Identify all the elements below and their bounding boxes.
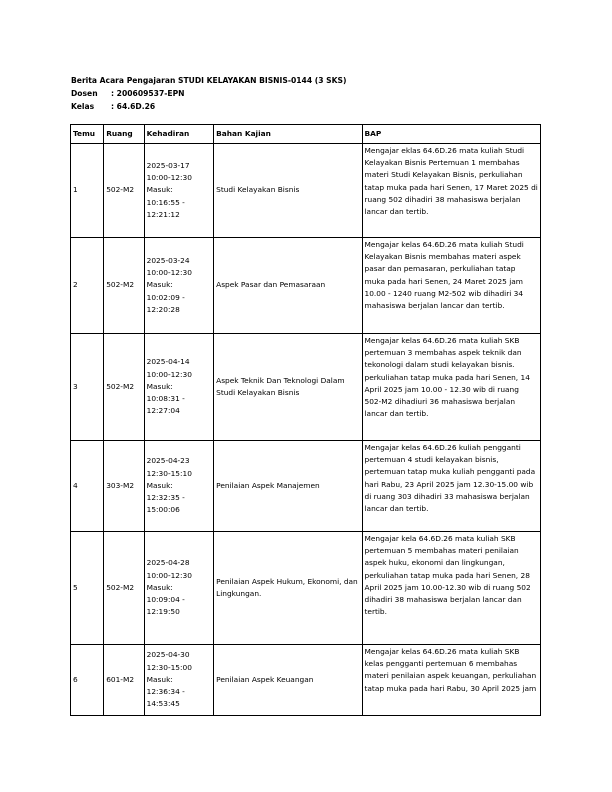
date: 2025-03-24 — [146, 255, 190, 265]
check-out-time: 15:00:06 — [146, 505, 180, 515]
bahan-kajian-cell: Penilaian Aspek Manajemen — [214, 441, 362, 532]
table-row — [71, 645, 541, 716]
schedule-time: 12:30-15:10 — [146, 468, 192, 478]
kehadiran-cell — [144, 144, 214, 238]
col-header-bahan-kajian: Bahan Kajian — [214, 125, 362, 144]
table-header-row — [71, 125, 541, 144]
ruang-cell: 303-M2 — [104, 441, 144, 532]
col-header-bap: BAP — [362, 125, 541, 144]
ruang-cell: 601-M2 — [104, 645, 144, 716]
masuk-label: Masuk: — [146, 480, 173, 490]
bap-cell: Mengajar kelas 64.6D.26 mata kuliah SKB pertemuan 3 membahas aspek teknik dan tekonologi dalam studi kelayakan bisnis. perkuliahan tatap muka pada hari Senen, 14 April 2025 jam 10.00 - 12.30 wib di ruang 502-M2 dihadiuri 36 mahasiswa berjalan lancar dan tertib. — [362, 334, 541, 441]
col-header-kehadiran: Kehadiran — [144, 125, 214, 144]
document-header — [71, 74, 346, 113]
dosen-row — [71, 87, 346, 100]
bahan-kajian-cell: Penilaian Aspek Keuangan — [214, 645, 362, 716]
temu-cell: 1 — [71, 144, 104, 238]
masuk-label: Masuk: — [146, 582, 173, 592]
check-in-time: 10:08:31 - — [146, 394, 185, 404]
document-title: Berita Acara Pengajaran STUDI KELAYAKAN BISNIS-0144 (3 SKS) — [71, 76, 347, 85]
dosen-label: Dosen — [71, 89, 98, 98]
check-out-time: 14:53:45 — [146, 699, 180, 709]
check-out-time: 12:20:28 — [146, 304, 180, 314]
masuk-label: Masuk: — [146, 280, 173, 290]
bap-cell: Mengajar kelas 64.6D.26 mata kuliah SKB kelas pengganti pertemuan 6 membahas materi penilaian aspek keuangan, perkuliahan tatap muka pada hari Rabu, 30 April 2025 jam — [362, 645, 541, 716]
masuk-label: Masuk: — [146, 185, 173, 195]
kehadiran-cell — [144, 334, 214, 441]
check-in-time: 12:32:35 - — [146, 493, 185, 503]
ruang-cell: 502-M2 — [104, 238, 144, 334]
bap-table — [70, 124, 541, 716]
temu-cell: 6 — [71, 645, 104, 716]
check-in-time: 10:16:55 - — [146, 197, 185, 207]
temu-cell: 2 — [71, 238, 104, 334]
temu-cell: 5 — [71, 532, 104, 645]
temu-cell: 4 — [71, 441, 104, 532]
table-row — [71, 532, 541, 645]
temu-cell: 3 — [71, 334, 104, 441]
bahan-kajian-cell: Aspek Teknik Dan Teknologi Dalam Studi Kelayakan Bisnis — [214, 334, 362, 441]
date: 2025-04-23 — [146, 456, 190, 466]
check-in-time: 10:09:04 - — [146, 595, 185, 605]
table-row — [71, 238, 541, 334]
table-row — [71, 144, 541, 238]
kehadiran-cell — [144, 532, 214, 645]
bahan-kajian-cell: Penilaian Aspek Hukum, Ekonomi, dan Lingkungan. — [214, 532, 362, 645]
schedule-time: 10:00-12:30 — [146, 369, 192, 379]
check-in-time: 12:36:34 - — [146, 687, 185, 697]
kehadiran-cell — [144, 238, 214, 334]
kelas-value: : 64.6D.26 — [111, 102, 156, 111]
bap-cell: Mengajar kelas 64.6D.26 kuliah pengganti pertemuan 4 studi kelayakan bisnis, pertemuan tatap muka kuliah pengganti pada hari Rabu, 23 April 2025 jam 12.30-15.00 wib di ruang 303 dihadiri 33 mahasiswa berjalan lancar dan tertib. — [362, 441, 541, 532]
masuk-label: Masuk: — [146, 381, 173, 391]
col-header-ruang: Ruang — [104, 125, 144, 144]
bap-cell: Mengajar kela 64.6D.26 mata kuliah SKB pertemuan 5 membahas materi penilaian aspek huku, ekonomi dan lingkungan, perkuliahan tatap muka pada hari Senen, 28 April 2025 jam 10.00-12.30 wib di ruang 502 dihadiri 38 mahasiswa berjalan lancar dan tertib. — [362, 532, 541, 645]
date: 2025-04-28 — [146, 558, 190, 568]
check-out-time: 12:19:50 — [146, 607, 180, 617]
check-in-time: 10:02:09 - — [146, 292, 185, 302]
schedule-time: 10:00-12:30 — [146, 173, 192, 183]
check-out-time: 12:21:12 — [146, 209, 180, 219]
table-row — [71, 441, 541, 532]
kelas-row — [71, 100, 346, 113]
kehadiran-cell — [144, 645, 214, 716]
check-out-time: 12:27:04 — [146, 406, 180, 416]
masuk-label: Masuk: — [146, 674, 173, 684]
ruang-cell: 502-M2 — [104, 144, 144, 238]
schedule-time: 12:30-15:00 — [146, 662, 192, 672]
schedule-time: 10:00-12:30 — [146, 570, 192, 580]
dosen-value: : 200609537-EPN — [111, 89, 185, 98]
date: 2025-04-14 — [146, 357, 190, 367]
date: 2025-04-30 — [146, 650, 190, 660]
ruang-cell: 502-M2 — [104, 532, 144, 645]
bahan-kajian-cell: Studi Kelayakan Bisnis — [214, 144, 362, 238]
date: 2025-03-17 — [146, 160, 190, 170]
bahan-kajian-cell: Aspek Pasar dan Pemasaraan — [214, 238, 362, 334]
kehadiran-cell — [144, 441, 214, 532]
col-header-temu: Temu — [71, 125, 104, 144]
kelas-label: Kelas — [71, 102, 95, 111]
bap-cell: Mengajar eklas 64.6D.26 mata kuliah Studi Kelayakan Bisnis Pertemuan 1 membahas materi Studi Kelayakan Bisnis, perkuliahan tatap muka pada hari Senen, 17 Maret 2025 di ruang 502 dihadiri 38 mahasiswa berjalan lancar dan tertib. — [362, 144, 541, 238]
table-row — [71, 334, 541, 441]
ruang-cell: 502-M2 — [104, 334, 144, 441]
bap-cell: Mengajar kelas 64.6D.26 mata kuliah Studi Kelayakan Bisnis membahas materi aspek pasar dan pemasaran, perkuliahan tatap muka pada hari Senen, 24 Maret 2025 jam 10.00 - 1240 ruang M2-502 wib dihadiri 34 mahasiswa berjalan lancar dan tertib. — [362, 238, 541, 334]
schedule-time: 10:00-12:30 — [146, 268, 192, 278]
